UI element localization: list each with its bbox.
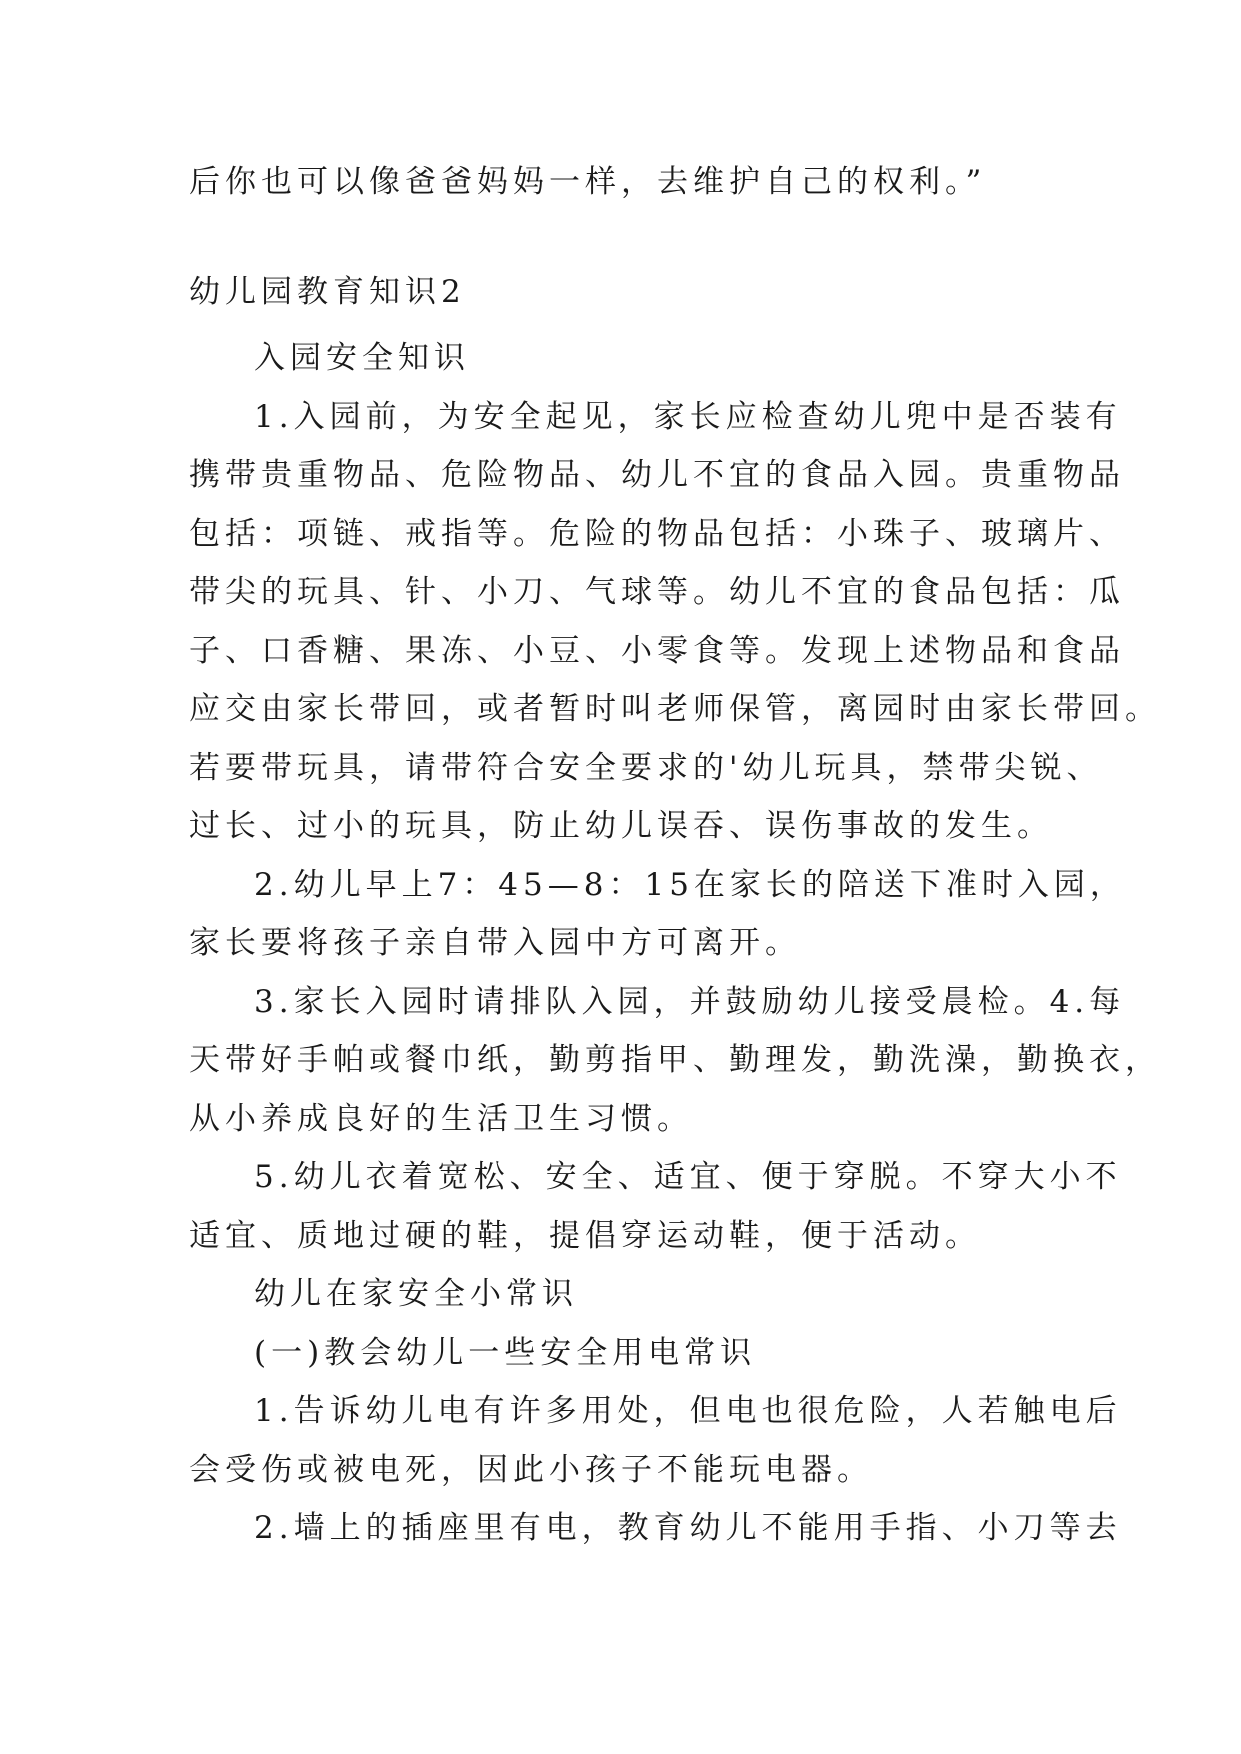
paragraph-line: 2.幼儿早上7：45—8：15在家长的陪送下准时入园， [254,867,1126,903]
paragraph-line: 3.家长入园时请排队入园，并鼓励幼儿接受晨检。4.每 [254,984,1126,1020]
paragraph-line: 天带好手帕或餐巾纸，勤剪指甲、勤理发，勤洗澡，勤换衣， [189,1042,1161,1078]
subsection-heading: 入园安全知识 [254,340,470,376]
paragraph-line: 适宜、质地过硬的鞋，提倡穿运动鞋，便于活动。 [189,1218,981,1254]
paragraph-line: 1.告诉幼儿电有许多用处，但电也很危险，人若触电后 [254,1393,1122,1429]
paragraph-line: 2.墙上的插座里有电，教育幼儿不能用手指、小刀等去 [254,1510,1122,1546]
paragraph-line: 包括：项链、戒指等。危险的物品包括：小珠子、玻璃片、 [189,516,1125,552]
paragraph-line: 后你也可以像爸爸妈妈一样，去维护自己的权利。” [189,164,987,200]
paragraph-line: 从小养成良好的生活卫生习惯。 [189,1101,693,1137]
subsection-heading: (一)教会幼儿一些安全用电常识 [254,1335,757,1371]
subsection-heading: 幼儿在家安全小常识 [254,1276,578,1312]
paragraph-line: 1.入园前，为安全起见，家长应检查幼儿兜中是否装有 [254,399,1122,435]
paragraph-line: 会受伤或被电死，因此小孩子不能玩电器。 [189,1452,873,1488]
paragraph-line: 携带贵重物品、危险物品、幼儿不宜的食品入园。贵重物品 [189,457,1125,493]
paragraph-line: 应交由家长带回，或者暂时叫老师保管，离园时由家长带回。 [189,691,1161,727]
paragraph-line: 5.幼儿衣着宽松、安全、适宜、便于穿脱。不穿大小不 [254,1159,1122,1195]
paragraph-line: 家长要将孩子亲自带入园中方可离开。 [189,925,801,961]
paragraph-line: 子、口香糖、果冻、小豆、小零食等。发现上述物品和食品 [189,633,1125,669]
paragraph-line: 若要带玩具，请带符合安全要求的'幼儿玩具，禁带尖锐、 [189,750,1103,786]
section-heading: 幼儿园教育知识2 [189,274,466,310]
paragraph-line: 过长、过小的玩具，防止幼儿误吞、误伤事故的发生。 [189,808,1053,844]
paragraph-line: 带尖的玩具、针、小刀、气球等。幼儿不宜的食品包括：瓜 [189,574,1125,610]
